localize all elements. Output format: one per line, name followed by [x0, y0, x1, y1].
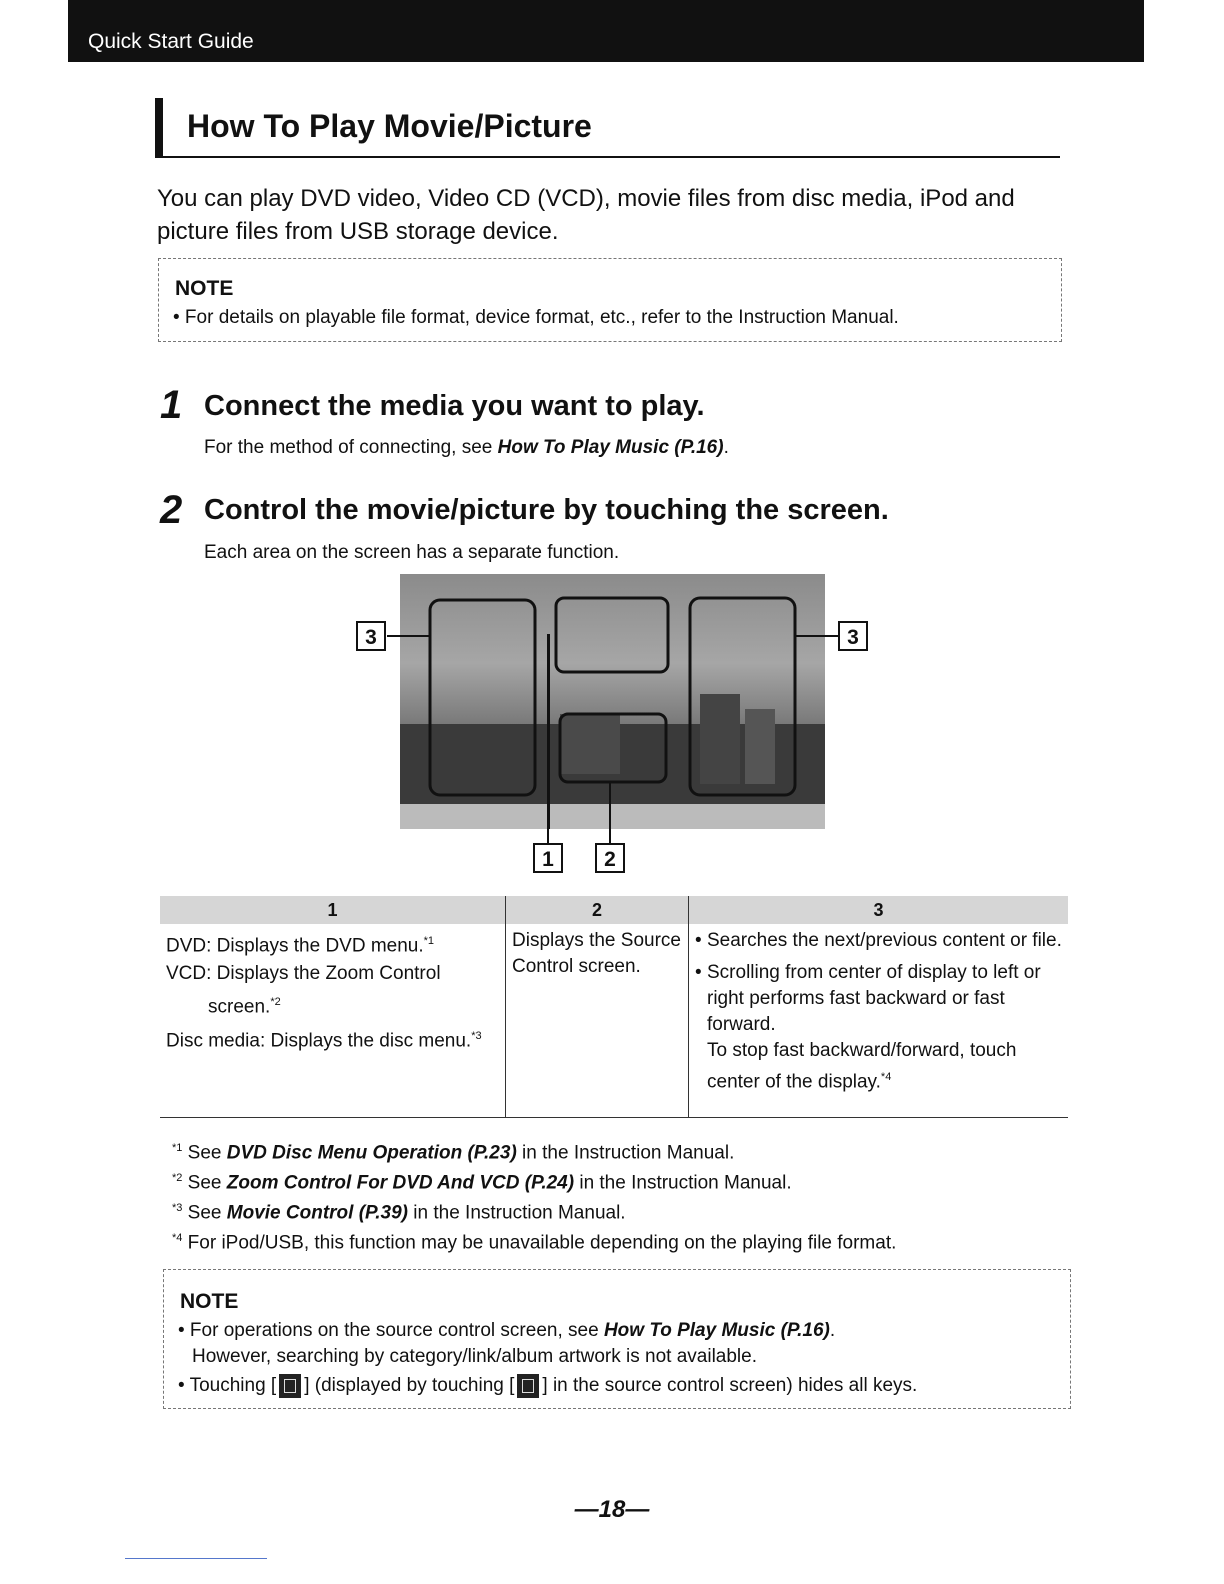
bullet-2-text: Scrolling from center of display to left or right performs fast backward or fast forward. — [707, 962, 1041, 1035]
note-2-line-1-pre: • For operations on the source control screen, see — [178, 1320, 604, 1341]
note-line: • For details on playable file format, device format, etc., refer to the Instruction Manual. — [173, 307, 899, 328]
note-2-line-3 — [178, 1374, 917, 1398]
table-cell-1 — [160, 924, 506, 1118]
note-2-line-3-pre: • Touching [ — [178, 1375, 277, 1397]
footnotes — [172, 1142, 896, 1262]
footnote-3 — [172, 1202, 896, 1232]
callout-3-right-label: 3 — [847, 626, 859, 649]
table-header-1: 1 — [160, 896, 506, 924]
hide-keys-icon — [279, 1374, 301, 1398]
note-2-line-3-post: ] in the source control screen) hides all keys. — [542, 1375, 918, 1397]
table-cell-2 — [506, 924, 689, 1118]
callout-2-label: 2 — [604, 848, 616, 871]
note-2-line-1 — [178, 1320, 835, 1342]
page-number: —18— — [574, 1496, 650, 1523]
bottom-rule — [125, 1558, 267, 1559]
note-title: NOTE — [175, 277, 234, 300]
callout-3-left-label: 3 — [365, 626, 377, 649]
footnote-4-pre: For iPod/USB, this function may be unavailable depending on the playing file format. — [182, 1232, 897, 1254]
footnote-4-mark: *4 — [172, 1232, 183, 1244]
footnote-1-post: in the Instruction Manual. — [516, 1142, 735, 1164]
table-header-3: 3 — [689, 896, 1069, 924]
bullet-2-sup: *4 — [880, 1071, 892, 1083]
table-row — [160, 924, 1068, 1118]
source-control-text: Displays the Source Control screen. — [512, 930, 681, 977]
disc-label: Disc media — [166, 1029, 260, 1051]
note-2-line-2: However, searching by category/link/album artwork is not available. — [192, 1346, 757, 1367]
table-header-2: 2 — [506, 896, 689, 924]
footnote-3-pre: See — [182, 1202, 227, 1224]
vcd-item-cont — [166, 989, 499, 1020]
footnote-2-pre: See — [182, 1172, 227, 1194]
step-1-desc-prefix: For the method of connecting, see — [204, 437, 498, 458]
vcd-text2: screen. — [208, 996, 271, 1018]
intro-text: You can play DVD video, Video CD (VCD), movie files from disc media, iPod and picture files from USB storage device. — [157, 185, 1015, 245]
note-2-line-3-mid: ] (displayed by touching [ — [304, 1375, 515, 1397]
dvd-text: : Displays the DVD menu. — [206, 935, 424, 957]
callout-3-right — [838, 621, 868, 651]
footnote-1-ref: DVD Disc Menu Operation (P.23) — [226, 1142, 517, 1164]
note-2-line-1-post: . — [829, 1320, 836, 1341]
footnote-1 — [172, 1142, 896, 1172]
disc-item — [166, 1023, 499, 1054]
bullet-2: • Scrolling from center of display to left or right performs fast backward or fast forward. To stop fast backward/forward, touch center of the display.$^{*4}$ — [695, 962, 1041, 1093]
footnote-1-pre: See — [182, 1142, 227, 1164]
footnote-4 — [172, 1232, 896, 1262]
table-cell-3 — [689, 924, 1069, 1118]
footnote-3-post: in the Instruction Manual. — [408, 1202, 626, 1224]
bullet-2-extra: To stop fast backward/forward, touch center of the display. — [707, 1040, 1017, 1093]
footnote-3-mark: *3 — [172, 1202, 183, 1214]
function-table — [160, 896, 1068, 1118]
note-2-title: NOTE — [180, 1290, 239, 1313]
disc-sup: *3 — [471, 1029, 482, 1042]
vcd-label: VCD — [166, 963, 207, 985]
footnote-2-mark: *2 — [172, 1172, 183, 1184]
step-2-title: Control the movie/picture by touching the screen. — [204, 494, 889, 526]
disc-text: : Displays the disc menu. — [259, 1029, 472, 1051]
show-screen-icon — [517, 1374, 539, 1398]
note-box-2 — [163, 1269, 1071, 1409]
bullet-1: • Searches the next/previous content or file. — [695, 928, 1062, 954]
step-1-desc-ref: How To Play Music (P.16) — [497, 437, 724, 458]
bullet-1-text: Searches the next/previous content or file. — [707, 930, 1062, 951]
step-1-desc-suffix: . — [723, 437, 729, 458]
footnote-2-post: in the Instruction Manual. — [574, 1172, 792, 1194]
step-2-number: 2 — [160, 488, 183, 532]
dvd-item — [166, 928, 499, 959]
page-title: How To Play Movie/Picture — [187, 108, 592, 144]
step-1-title: Connect the media you want to play. — [204, 390, 705, 422]
footnote-2-ref: Zoom Control For DVD And VCD (P.24) — [226, 1172, 575, 1194]
table-header-row — [160, 896, 1068, 924]
step-1-number: 1 — [160, 383, 183, 427]
footnote-3-ref: Movie Control (P.39) — [226, 1202, 409, 1224]
callout-2 — [595, 843, 625, 873]
header-title: Quick Start Guide — [88, 30, 254, 53]
callout-1 — [533, 843, 563, 873]
footnote-2 — [172, 1172, 896, 1202]
footnote-1-mark: *1 — [172, 1142, 183, 1154]
dvd-label: DVD — [166, 935, 207, 957]
vcd-item — [166, 961, 499, 987]
dvd-sup: *1 — [423, 935, 435, 947]
callout-1-label: 1 — [542, 848, 554, 871]
step-2-desc: Each area on the screen has a separate function. — [204, 542, 620, 563]
vcd-text: : Displays the Zoom Control — [206, 963, 441, 985]
callout-3-left — [356, 621, 386, 651]
vcd-sup: *2 — [270, 996, 281, 1009]
note-2-line-1-ref: How To Play Music (P.16) — [603, 1320, 830, 1341]
